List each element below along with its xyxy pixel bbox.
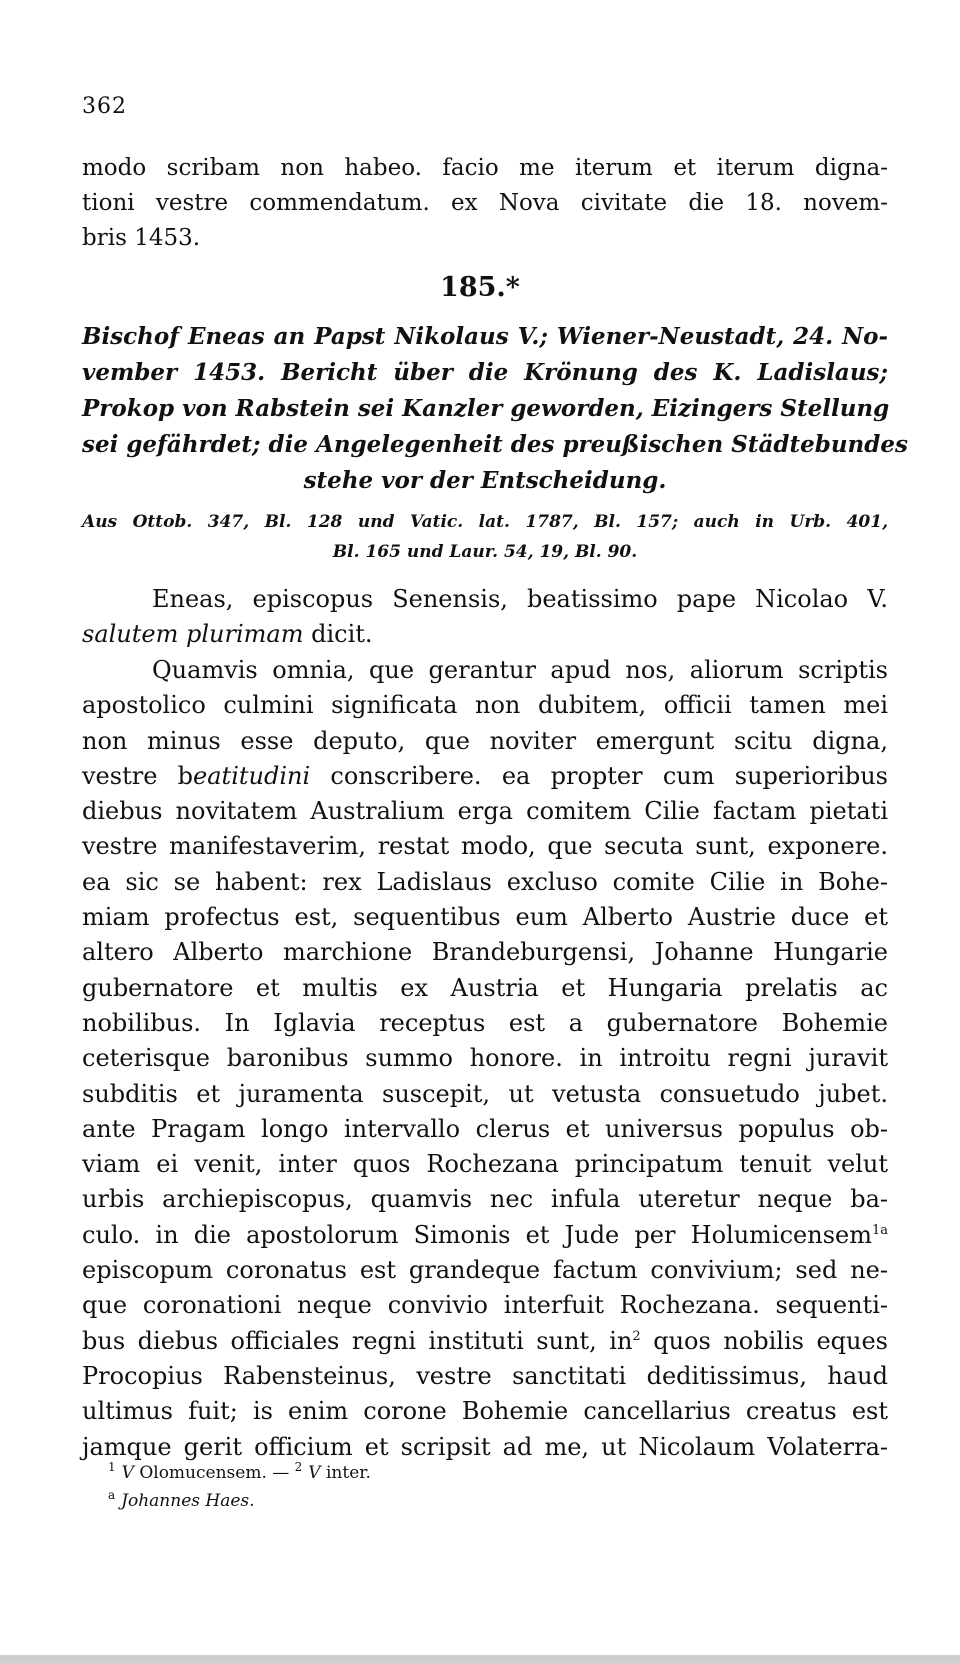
letter-line bbox=[82, 1218, 888, 1253]
text-span: conscribere. ea propter cum superioribus bbox=[310, 761, 889, 790]
footnote-mark: 2 bbox=[294, 1460, 303, 1475]
footnote-line bbox=[108, 1487, 888, 1515]
source-line: Aus Ottob. 347, Bl. 128 und Vatic. lat. 1787, Bl. 157; auch in Urb. 401, bbox=[82, 512, 888, 532]
salutation-italic: salutem plurimam bbox=[82, 620, 304, 649]
salutation-line bbox=[82, 617, 888, 652]
text-span: culo. in die apostolorum Simonis et Jude per Holumicensem bbox=[82, 1220, 872, 1249]
letter-line: urbis archiepiscopus, quamvis nec infula uteretur neque ba- bbox=[82, 1185, 888, 1214]
text-span-italic: eatitudini bbox=[193, 761, 311, 790]
footnote-mark: a bbox=[108, 1488, 116, 1503]
salutation-rest: dicit. bbox=[303, 620, 373, 649]
letter-line: gubernatore et multis ex Austria et Hungaria prelatis ac bbox=[82, 973, 888, 1002]
salutation bbox=[82, 582, 888, 653]
text-span: vestre b bbox=[82, 761, 194, 790]
letter-line: nobilibus. In Iglavia receptus est a gubernatore Bohemie bbox=[82, 1008, 888, 1037]
letter-line: episcopum coronatus est grandeque factum convivium; sed ne- bbox=[82, 1256, 888, 1285]
letter-line: que coronationi neque convivio interfuit Rochezana. sequenti- bbox=[82, 1291, 888, 1320]
footnote-text: inter. bbox=[320, 1463, 371, 1483]
regest-line: vember 1453. Bericht über die Krönung des K. Ladislaus; bbox=[82, 359, 888, 386]
footnote-line bbox=[108, 1459, 888, 1487]
regest-line: Prokop von Rabstein sei Kanzler geworden, Eizingers Stellung bbox=[82, 395, 890, 422]
letter-line: apostolico culmini significata non dubitem, officii tamen mei bbox=[82, 691, 888, 720]
footnote-ref: 1a bbox=[871, 1222, 888, 1238]
text-span: bus diebus officiales regni instituti sunt, in bbox=[82, 1326, 633, 1355]
salutation-line: Eneas, episcopus Senensis, beatissimo pape Nicolao V. bbox=[152, 585, 888, 613]
regest-line: stehe vor der Entscheidung. bbox=[303, 467, 667, 494]
letter-line: non minus esse deputo, que noviter emergunt scitu digna, bbox=[82, 726, 888, 755]
letter-line: miam profectus est, sequentibus eum Alberto Austrie duce et bbox=[82, 903, 888, 932]
letter-line: ceterisque baronibus summo honore. in introitu regni juravit bbox=[82, 1044, 888, 1073]
footnote-mark: 1 bbox=[108, 1460, 116, 1475]
letter-line: vestre manifestaverim, restat modo, que secuta sunt, exponere. bbox=[82, 832, 888, 861]
source-note bbox=[82, 507, 888, 567]
source-line: Bl. 165 und Laur. 54, 19, Bl. 90. bbox=[332, 542, 638, 562]
text-line: bris 1453. bbox=[82, 225, 201, 251]
page-number: 362 bbox=[82, 94, 127, 119]
footnote-text: Johannes Haes. bbox=[121, 1491, 255, 1511]
text-line: modo scribam non habeo. facio me iterum et iterum digna- bbox=[82, 155, 888, 181]
intro-paragraph bbox=[82, 151, 888, 256]
letter-body bbox=[82, 653, 888, 1465]
letter-line: ultimus fuit; is enim corone Bohemie cancellarius creatus est bbox=[82, 1397, 888, 1426]
regest-line: sei gefährdet; die Angelegenheit des preußischen Städtebundes bbox=[82, 431, 908, 458]
footnote-text: Olomucensem. — bbox=[133, 1463, 295, 1483]
regest-line: Bischof Eneas an Papst Nikolaus V.; Wiener-Neustadt, 24. No- bbox=[82, 323, 888, 350]
letter-line: subditis et juramenta suscepit, ut vetusta consuetudo jubet. bbox=[82, 1079, 888, 1108]
footnote-text: V bbox=[308, 1463, 321, 1483]
letter-line: diebus novitatem Australium erga comitem Cilie factam pietati bbox=[82, 797, 888, 826]
regest bbox=[82, 319, 908, 499]
footnotes bbox=[108, 1459, 888, 1515]
letter-line bbox=[82, 759, 888, 794]
letter-line: ea sic se habent: rex Ladislaus excluso comite Cilie in Bohe- bbox=[82, 867, 888, 896]
page-bottom-edge bbox=[0, 1655, 960, 1663]
letter-line: viam ei venit, inter quos Rochezana principatum tenuit velut bbox=[82, 1150, 888, 1179]
letter-line: altero Alberto marchione Brandeburgensi, Johanne Hungarie bbox=[82, 938, 888, 967]
letter-line bbox=[82, 1324, 888, 1359]
letter-line: ante Pragam longo intervallo clerus et universus populus ob- bbox=[82, 1114, 888, 1143]
footnote-text: V bbox=[121, 1463, 134, 1483]
text-span: quos nobilis eques bbox=[640, 1326, 888, 1355]
footnote-ref: 2 bbox=[632, 1328, 641, 1344]
document-number: 185.* bbox=[440, 272, 520, 303]
letter-line: Procopius Rabensteinus, vestre sanctitati deditissimus, haud bbox=[82, 1361, 888, 1390]
text-line: tioni vestre commendatum. ex Nova civitate die 18. novem- bbox=[82, 190, 888, 216]
letter-line: Quamvis omnia, que gerantur apud nos, aliorum scriptis bbox=[152, 656, 888, 684]
letter-line: jamque gerit officium et scripsit ad me, ut Nicolaum Volaterra- bbox=[82, 1432, 888, 1461]
